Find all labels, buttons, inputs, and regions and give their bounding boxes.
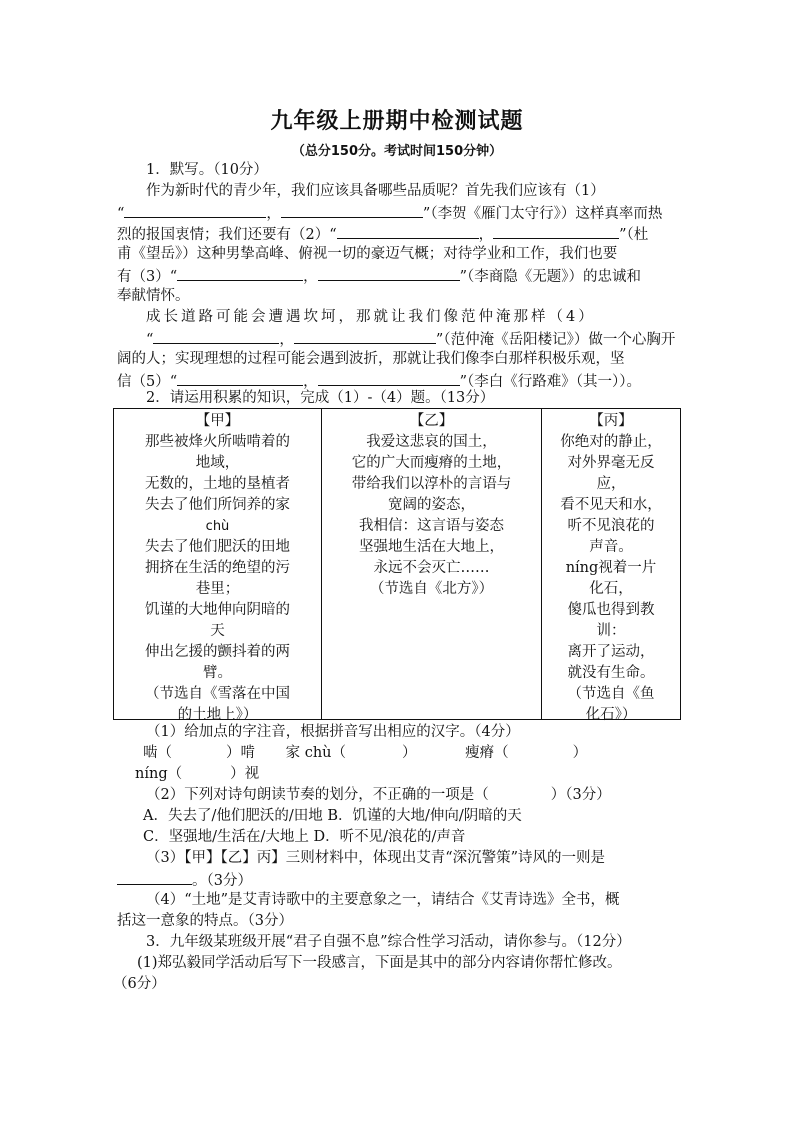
answer-blank[interactable] bbox=[117, 869, 192, 885]
q1-heading: 1．默写。（10分） bbox=[146, 162, 268, 178]
answer-blank[interactable] bbox=[124, 202, 266, 218]
q2-sub3-end: 。（3分） bbox=[117, 869, 683, 892]
answer-blank[interactable] bbox=[153, 328, 279, 344]
q2-sub4-line2: 括这一意象的特点。（3分） bbox=[117, 913, 293, 929]
poem-bing-label: 【丙】 bbox=[589, 413, 633, 429]
q1-p1-line4: 甫《望岳》）这种男挚高峰、俯视一切的豪迈气概；对待学业和工作，我们也要 bbox=[117, 246, 618, 262]
q2-sub1-items: 啮（ ）啃 家 chù（ ） 瘦瘠（ ） bbox=[143, 745, 588, 761]
q3-sub1-line1: (1)郑弘毅同学活动后写下一段感言，下面是其中的部分内容请你帮忙修改。 bbox=[137, 955, 622, 971]
q1-p2-line1: 成长道路可能会遭遇坎坷，那就让我们像范仲淹那样（4） bbox=[146, 309, 596, 325]
q1-p1-line6: 奉献情怀。 bbox=[117, 288, 190, 304]
answer-blank[interactable] bbox=[177, 370, 303, 386]
q2-sub1-items-2: níng（ ）视 bbox=[135, 766, 260, 782]
answer-blank[interactable] bbox=[281, 202, 423, 218]
q2-option-cd: C．坚强地/生活在/大地上 D．听不见/浪花的/声音 bbox=[143, 829, 466, 845]
answer-blank[interactable] bbox=[294, 328, 436, 344]
q2-sub2: （2）下列对诗句朗读节奏的划分，不正确的一项是（ ）（3分） bbox=[146, 787, 611, 803]
q2-sub4-line1: （4）“土地”是艾青诗歌中的主要意象之一，请结合《艾青诗选》全书，概 bbox=[146, 892, 620, 908]
poem-jia-cell: 【甲】 那些被烽火所啮啃着的 地域， 无数的，土地的垦植者 失去了他们所饲养的家 chù 失去了他们肥沃的田地 拥挤在生活的绝望的污 巷里； 饥谨的大地伸向阴暗的 天 伸出乞援的颤抖着的两 臂。 （节选自《雪落在中国 的土地上》） bbox=[114, 409, 322, 719]
answer-blank[interactable] bbox=[177, 265, 303, 281]
answer-blank[interactable] bbox=[318, 370, 460, 386]
poem-jia-label: 【甲】 bbox=[195, 413, 240, 429]
q3-heading: 3．九年级某班级开展“君子自强不息”综合性学习活动，请你参与。（12分） bbox=[146, 934, 631, 950]
answer-blank[interactable] bbox=[493, 223, 619, 239]
q1-p1-line1: 作为新时代的青少年，我们应该具备哪些品质呢？首先我们应该有（1） bbox=[146, 183, 605, 199]
poem-bing-cell: 【丙】 你绝对的静止， 对外界毫无反 应， 看不见天和水， 听不见浪花的 声音。 níng视着一片 化石， 傻瓜也得到教 训： 离开了运动， 就没有生命。 （节选自《鱼 化石》） bbox=[542, 409, 680, 719]
answer-blank[interactable] bbox=[318, 265, 460, 281]
q2-sub3: （3）【甲】【乙】丙】三则材料中，体现出艾青“深沉警策”诗风的一则是 bbox=[146, 850, 606, 866]
q3-sub1-line2: （6分） bbox=[113, 976, 166, 992]
q1-p2-line4: 信（5）“ ， ”（李白《行路难》（其一））。 bbox=[117, 370, 683, 393]
q2-option-ab: A．失去了/他们肥沃的/田地 B．饥谨的大地/伸向/阴暗的天 bbox=[143, 808, 522, 824]
q2-heading: 2．请运用积累的知识，完成（1）-（4）题。（13分） bbox=[146, 390, 495, 406]
poem-yi-label: 【乙】 bbox=[409, 413, 454, 429]
poems-table bbox=[113, 408, 681, 723]
q1-p1-line2: “ ， ”（李贺《雁门太守行》）这样真率而热 bbox=[117, 202, 683, 225]
q1-p2-line3: 阔的人；实现理想的过程可能会遇到波折，那就让我们像李白那样积极乐观，坚 bbox=[117, 351, 625, 367]
answer-blank[interactable] bbox=[337, 223, 479, 239]
q2-sub1: （1）给加点的字注音，根据拼音写出相应的汉字。（4分） bbox=[146, 724, 520, 740]
q1-p2-line2: “ ， ”（范仲淹《岳阳楼记》）做一个心胸开 bbox=[117, 328, 683, 351]
page-title: 九年级上册期中检测试题 bbox=[270, 109, 524, 134]
page-subtitle: （总分150分。考试时间150分钟） bbox=[291, 144, 503, 159]
q1-p1-line3: 烈的报国衷情；我们还要有（2）“ ， ”（杜 bbox=[117, 223, 683, 246]
poem-yi-cell: 【乙】 我爱这悲哀的国土， 它的广大而瘦瘠的土地， 带给我们以淳朴的言语与 宽阔的姿态， 我相信：这言语与姿态 坚强地生活在大地上， 永远不会灭亡…… （节选自《北方》） bbox=[322, 409, 542, 719]
q1-p1-line5: 有（3）“ ， ”（李商隐《无题》）的忠诚和 bbox=[117, 265, 683, 288]
